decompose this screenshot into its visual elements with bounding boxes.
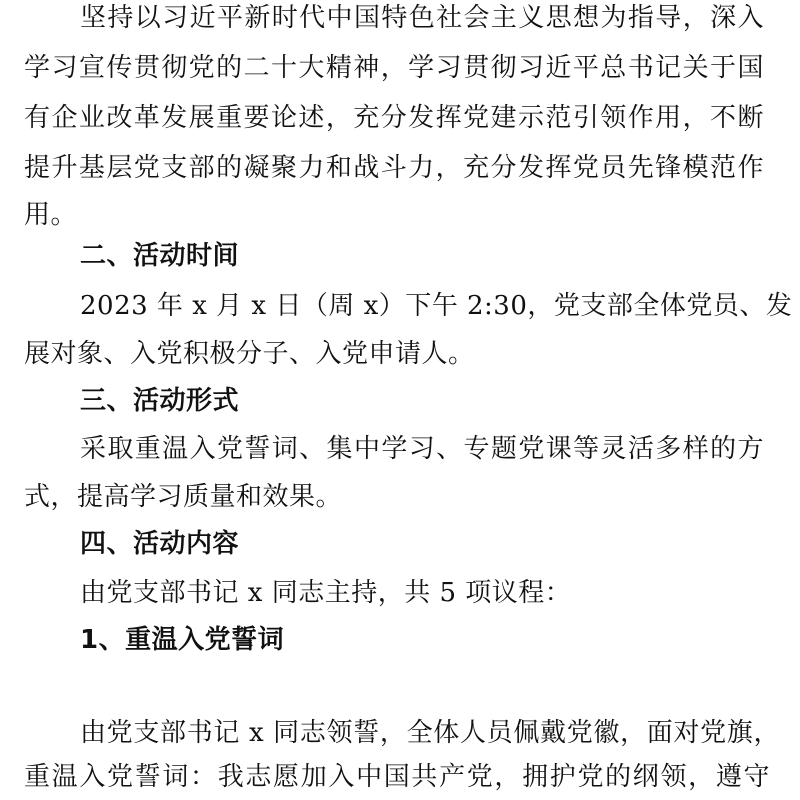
paragraph-line: 由党支部书记 x 同志主持，共 5 项议程： <box>80 578 572 608</box>
section-heading: 二、活动时间 <box>80 241 240 271</box>
paragraph-line: 由党支部书记 x 同志领誓，全体人员佩戴党徽，面对党旗， <box>80 718 780 748</box>
paragraph-line: 坚持以习近平新时代中国特色社会主义思想为指导，深入 <box>80 3 764 33</box>
paragraph-line: 采取重温入党誓词、集中学习、专题党课等灵活多样的方 <box>80 434 764 464</box>
paragraph-line: 展对象、入党积极分子、入党申请人。 <box>24 339 475 369</box>
paragraph-line: 用。 <box>24 200 78 230</box>
section-heading: 四、活动内容 <box>80 529 240 559</box>
paragraph-line: 学习宣传贯彻党的二十大精神，学习贯彻习近平总书记关于国 <box>24 53 764 83</box>
paragraph-line: 有企业改革发展重要论述，充分发挥党建示范引领作用，不断 <box>24 103 764 133</box>
sub-heading: 1、重温入党誓词 <box>80 625 285 655</box>
paragraph-line: 提升基层党支部的凝聚力和战斗力，充分发挥党员先锋模范作 <box>24 153 764 183</box>
paragraph-line: 2023 年 x 月 x 日（周 x）下午 2:30，党支部全体党员、发 <box>80 291 793 321</box>
paragraph-line: 式，提高学习质量和效果。 <box>24 482 343 512</box>
section-heading: 三、活动形式 <box>80 386 240 416</box>
paragraph-line: 重温入党誓词：我志愿加入中国共产党，拥护党的纲领，遵守 <box>24 762 770 792</box>
